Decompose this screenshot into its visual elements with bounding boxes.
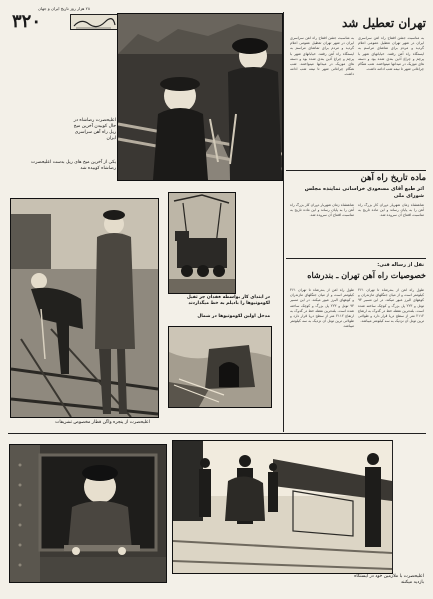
photo-station-inspection [172,440,393,574]
subtitle-law: اثر طبع آقای مسعودی خراسانی نماینده مجلس شورای ملی [304,186,424,199]
logo-mark-icon [71,16,117,30]
photo-last-spike [117,13,283,181]
photo-locomotive-crane [168,192,236,294]
body-tehran-col2: به مناسبت جشن افتتاح راه آهن سراسری ایران در شهر تهران تعطیل عمومی اعلام گردید و مردم برای تماشای مراسم به ایستگاه راه آهن رفتند. خیابانهای شهر با پرچم و چراغ آذین بندی شده بود و دسته های موزیک در میدانها مینواختند. شب هنگام چراغانی شهر تا نیمه شب ادامه داشت. [290,36,354,77]
headline-features: خصوصیات راه آهن تهران ـ بندرشاه [307,270,426,280]
photo-tunnel-entrance [168,326,272,408]
photo-train-window [9,444,167,583]
page-header [8,6,120,34]
body-features-col1: طول راه آهن از بندرشاه تا تهران ۴۶۱ کیلومتر است و از میان جنگلهای مازندران و کوههای البرز عبور میکند. در این مسیر ۹۳ تونل و ۲۲۳ پل بزرگ و کوچک ساخته شده است. بلندترین نقطه خط در گدوک به ارتفاع ۲۱۱۲ متر از سطح دریا قرار دارد و طولانی ترین تونل آن نزدیک به سه کیلومتر میباشد. [358,288,424,324]
column-rule [283,12,284,432]
caption-locomotive: در ابتدای کار بواسطه فقدان جر ثقیل لکوموتیوها را بادیلم به خط میگذاردند [186,295,270,306]
caption-train-window: اعلیحضرت از پنجره واگن قطار مخصوص تشریفات [55,420,150,425]
section-divider [8,433,426,434]
caption-station-inspection: اعلیحضرت با ملازمین خود در ایستگاه بازدید میکنند [354,574,424,585]
headline-law: ماده تاریخ راه آهن [360,173,426,183]
caption-top-left: اعلیحضرت رضاشاه در حال کوبیدن آخرین میخ ریل راه آهن سراسری ایران [73,118,116,141]
bottom-right-border [392,440,393,572]
body-features-col2: طول راه آهن از بندرشاه تا تهران ۴۶۱ کیلومتر است و از میان جنگلهای مازندران و کوههای البرز عبور میکند. در این مسیر ۹۳ تونل و ۲۲۳ پل بزرگ و کوچک ساخته شده است. بلندترین نقطه خط در گدوک به ارتفاع ۲۱۱۲ متر از سطح دریا قرار دارد و طولانی ترین تونل آن نزدیک به سه کیلومتر میباشد. [290,288,354,329]
photo-reza-shah-rails [10,198,159,418]
page-number: ۳۲۰ [12,11,42,32]
caption-mid-left: یکی از آخرین میخ های ریل بدست اعلیحضرت رضاشاه کوبیده شد [30,160,116,171]
series-text: ۲۸ هزار روز تاریخ ایران و جهان [38,6,90,11]
kicker-features: نقل از رساله فنی: [377,262,424,268]
article-divider [286,170,426,171]
article-divider [286,258,426,259]
body-law-col2: شاهنشاه زمان شهریار دوران کار بزرگ راه آهن را به پایان رساند و این ماده تاریخ به مناسبت افتتاح آن سروده شد. [290,203,354,218]
series-logo [70,14,118,30]
caption-tunnel: مدخل اولین لکوموتیوها در شمال [197,314,270,319]
headline-tehran: تهران تعطیل شد [341,16,426,30]
body-tehran-col1: به مناسبت جشن افتتاح راه آهن سراسری ایران در شهر تهران تعطیل عمومی اعلام گردید و مردم برای تماشای مراسم به ایستگاه راه آهن رفتند. خیابانهای شهر با پرچم و چراغ آذین بندی شده بود و دسته های موزیک در میدانها مینواختند. شب هنگام چراغانی شهر تا نیمه شب ادامه داشت. [358,36,424,72]
body-law-col1: شاهنشاه زمان شهریار دوران کار بزرگ راه آهن را به پایان رساند و این ماده تاریخ به مناسبت افتتاح آن سروده شد. [358,203,424,218]
